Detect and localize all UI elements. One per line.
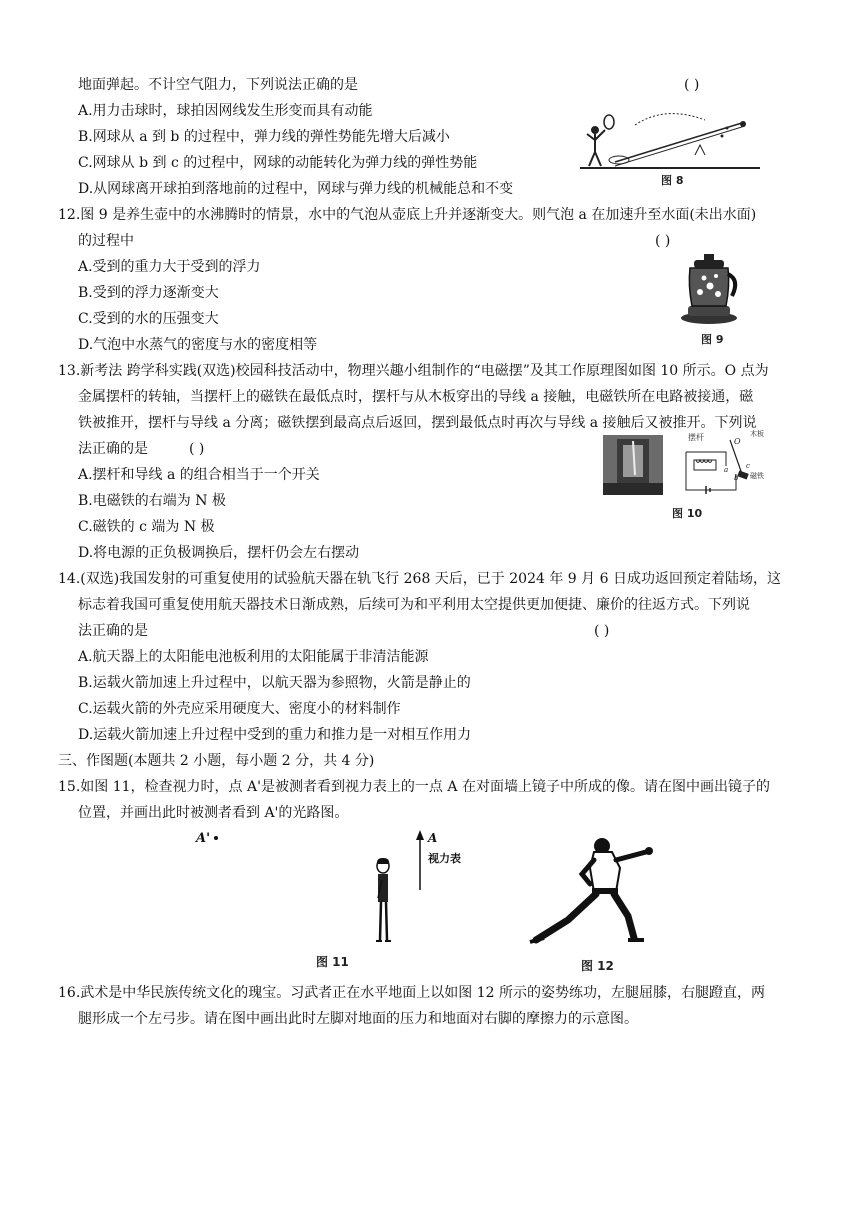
q11-option-c: C.网球从 b 到 c 的过程中，网球的动能转化为弹力线的弹性势能 — [78, 155, 478, 171]
figure-10-caption: 图 10 — [672, 507, 703, 520]
q12-line-2: 的过程中 — [78, 233, 134, 249]
figure-11-diagram — [190, 828, 480, 953]
figure-9-caption: 图 9 — [701, 333, 724, 346]
q13-answer-bracket: ( ) — [189, 441, 205, 457]
q14-answer-bracket: ( ) — [594, 623, 610, 639]
q13-line-1: 13.新考法 跨学科实践(双选)校园科技活动中，物理兴趣小组制作的“电磁摆”及其工作原理图如图 10 所示。O 点为 — [58, 363, 769, 379]
figure-10-label-c: c — [746, 462, 750, 470]
figure-10-label-pivot: O — [734, 437, 741, 446]
q16-line-1: 16.武术是中华民族传统文化的瑰宝。习武者正在水平地面上以如图 12 所示的姿势练功，左腿屈膝，右腿蹬直，两 — [58, 985, 765, 1001]
figure-11-caption: 图 11 — [316, 955, 349, 969]
q16-line-2: 腿形成一个左弓步。请在图中画出此时左脚对地面的压力和地面对右脚的摩擦力的示意图。 — [78, 1011, 638, 1027]
figure-10-schematic — [680, 430, 770, 495]
q14-line-1: 14.(双选)我国发射的可重复使用的试验航天器在轨飞行 268 天后，已于 2024 年 9 月 6 日成功返回预定着陆场，这 — [58, 571, 781, 587]
figure-11-point-label: A — [428, 831, 438, 845]
figure-11-chart-label: 视力表 — [428, 852, 461, 865]
q14-line-2: 标志着我国可重复使用航天器技术日渐成熟，后续可为和平利用太空提供更加便捷、廉价的往返方式。下列说 — [78, 597, 750, 613]
q14-line-3: 法正确的是 — [78, 623, 148, 639]
q13-option-b: B.电磁铁的右端为 N 极 — [78, 493, 226, 509]
q13-option-c: C.磁铁的 c 端为 N 极 — [78, 519, 215, 535]
figure-8-caption: 图 8 — [661, 174, 684, 187]
q14-option-b: B.运载火箭加速上升过程中，以航天器为参照物，火箭是静止的 — [78, 675, 471, 691]
q11-answer-bracket: ( ) — [684, 77, 700, 93]
figure-12-caption: 图 12 — [581, 959, 614, 973]
q14-option-a: A.航天器上的太阳能电池板利用的太阳能属于非清洁能源 — [78, 649, 429, 665]
figure-10-label-rod: 摆杆 — [688, 433, 704, 442]
q14-option-c: C.运载火箭的外壳应采用硬度大、密度小的材料制作 — [78, 701, 401, 717]
q14-option-d: D.运载火箭加速上升过程中受到的重力和推力是一对相互作用力 — [78, 727, 472, 743]
q13-option-a: A.摆杆和导线 a 的组合相当于一个开关 — [78, 467, 320, 483]
q13-option-d: D.将电源的正负极调换后，摆杆仍会左右摆动 — [78, 545, 360, 561]
q12-option-a: A.受到的重力大于受到的浮力 — [78, 259, 261, 275]
figure-11-point-image-label: A' — [196, 831, 211, 846]
q13-line-3: 铁被推开，摆杆与导线 a 分离；磁铁摆到最高点后返回，摆到最低点时再次与导线 a 接触后又被推开。下列说 — [78, 415, 757, 431]
q11-stem-tail: 地面弹起。不计空气阻力，下列说法正确的是 — [78, 77, 358, 93]
q11-option-d: D.从网球离开球拍到落地前的过程中，网球与弹力线的机械能总和不变 — [78, 181, 514, 197]
q12-option-c: C.受到的水的压强变大 — [78, 311, 219, 327]
figure-10-photo — [603, 435, 663, 495]
q15-line-2: 位置，并画出此时被测者看到 A'的光路图。 — [78, 805, 349, 821]
figure-8-tennis-diagram — [575, 100, 765, 175]
figure-10-label-board: 木板 — [750, 430, 764, 438]
q12-option-b: B.受到的浮力逐渐变大 — [78, 285, 219, 301]
q15-line-1: 15.如图 11，检查视力时，点 A'是被测者看到视力表上的一点 A 在对面墙上镜子中所成的像。请在图中画出镜子的 — [58, 779, 770, 795]
figure-10-label-b: b — [734, 474, 739, 482]
q12-line-1: 12.图 9 是养生壶中的水沸腾时的情景，水中的气泡从壶底上升并逐渐变大。则气泡 a 在加速升至水面(未出水面) — [58, 207, 757, 223]
figure-10-label-magnet: 磁铁 — [750, 472, 764, 480]
figure-11-person — [376, 858, 391, 941]
figure-10-label-a: a — [724, 466, 729, 474]
q12-option-d: D.气泡中水蒸气的密度与水的密度相等 — [78, 337, 318, 353]
q11-option-b: B.网球从 a 到 b 的过程中，弹力线的弹性势能先增大后减小 — [78, 129, 450, 145]
q12-answer-bracket: ( ) — [655, 233, 671, 249]
section-3-title: 三、作图题(本题共 2 小题，每小题 2 分，共 4 分) — [58, 753, 375, 769]
q13-line-4: 法正确的是 — [78, 441, 148, 457]
figure-12-martial-artist — [528, 830, 658, 950]
figure-9-kettle-photo — [674, 250, 744, 325]
q13-line-2: 金属摆杆的转轴，当摆杆上的磁铁在最低点时，摆杆与从木板穿出的导线 a 接触，电磁铁所在电路被接通，磁 — [78, 389, 754, 405]
q11-option-a: A.用力击球时，球拍因网线发生形变而具有动能 — [78, 103, 373, 119]
